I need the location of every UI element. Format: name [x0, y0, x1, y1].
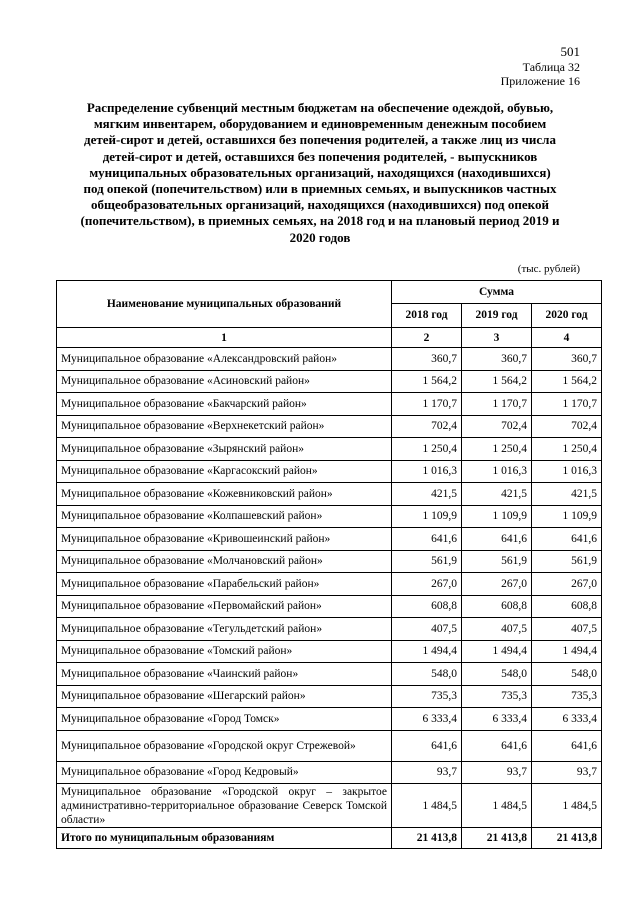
value-2020: 1 250,4 — [532, 438, 602, 461]
table-row — [57, 663, 602, 686]
value-2018: 548,0 — [392, 663, 462, 686]
value-2020: 1 564,2 — [532, 370, 602, 393]
value-2020: 641,6 — [532, 528, 602, 551]
municipality-name: Муниципальное образование «Город Кедровый» — [57, 761, 392, 784]
table-row — [57, 483, 602, 506]
value-2020: 93,7 — [532, 761, 602, 784]
value-2019: 1 484,5 — [462, 784, 532, 828]
value-2019: 608,8 — [462, 595, 532, 618]
header-year-2019: 2019 год — [462, 303, 532, 327]
table-row — [57, 550, 602, 573]
value-2018: 360,7 — [392, 348, 462, 371]
header-sum: Сумма — [392, 281, 602, 304]
municipality-name: Муниципальное образование «Кожевниковский район» — [57, 483, 392, 506]
value-2020: 702,4 — [532, 415, 602, 438]
table-row — [57, 393, 602, 416]
municipality-name: Муниципальное образование «Каргасокский район» — [57, 460, 392, 483]
value-2020: 1 170,7 — [532, 393, 602, 416]
value-2018: 421,5 — [392, 483, 462, 506]
table-row — [57, 595, 602, 618]
value-2019: 407,5 — [462, 618, 532, 641]
value-2018: 6 333,4 — [392, 708, 462, 731]
header-year-2018: 2018 год — [392, 303, 462, 327]
column-number: 1 — [57, 328, 392, 348]
total-2020: 21 413,8 — [532, 828, 602, 849]
value-2018: 735,3 — [392, 685, 462, 708]
value-2018: 267,0 — [392, 573, 462, 596]
column-number: 2 — [392, 328, 462, 348]
value-2018: 561,9 — [392, 550, 462, 573]
table-row — [57, 505, 602, 528]
value-2019: 360,7 — [462, 348, 532, 371]
document-title: Распределение субвенций местным бюджетам на обеспечение одеждой, обувью, мягким инвентарем, оборудованием и единовременным денежным пособием детей-сирот и детей, оставшихся без попечения родителей, а также лиц из числа детей-сирот и детей, оставшихся без попечения родителей, - выпускников муниципальных образовательных организаций, находящихся (находившихся) под опекой (попечительством) или в приемных семьях, и выпускников частных общеобразовательных организаций, находящихся (находившихся) под опекой (попечительством), в приемных семьях, на 2018 год и на плановый период 2019 и 2020 годов — [80, 100, 560, 245]
table-label: Таблица 32 — [522, 60, 580, 74]
value-2019: 267,0 — [462, 573, 532, 596]
value-2018: 1 564,2 — [392, 370, 462, 393]
table-row — [57, 685, 602, 708]
value-2019: 702,4 — [462, 415, 532, 438]
municipality-name: Муниципальное образование «Городской округ – закрытое административно-территориальное образование Северск Томской области» — [57, 784, 392, 828]
table-row — [57, 761, 602, 784]
value-2019: 641,6 — [462, 730, 532, 761]
table-row — [57, 618, 602, 641]
municipality-name: Муниципальное образование «Первомайский район» — [57, 595, 392, 618]
value-2019: 548,0 — [462, 663, 532, 686]
value-2020: 360,7 — [532, 348, 602, 371]
municipality-name: Муниципальное образование «Городской округ Стрежевой» — [57, 730, 392, 761]
total-label: Итого по муниципальным образованиям — [57, 828, 392, 849]
value-2020: 735,3 — [532, 685, 602, 708]
municipality-name: Муниципальное образование «Александровский район» — [57, 348, 392, 371]
municipality-name: Муниципальное образование «Томский район» — [57, 640, 392, 663]
value-2020: 641,6 — [532, 730, 602, 761]
value-2020: 421,5 — [532, 483, 602, 506]
value-2018: 1 250,4 — [392, 438, 462, 461]
value-2019: 1 016,3 — [462, 460, 532, 483]
municipality-name: Муниципальное образование «Тегульдетский район» — [57, 618, 392, 641]
value-2018: 1 484,5 — [392, 784, 462, 828]
municipality-name: Муниципальное образование «Город Томск» — [57, 708, 392, 731]
municipality-name: Муниципальное образование «Колпашевский район» — [57, 505, 392, 528]
value-2020: 561,9 — [532, 550, 602, 573]
table-row — [57, 573, 602, 596]
value-2020: 1 016,3 — [532, 460, 602, 483]
column-number: 3 — [462, 328, 532, 348]
total-row — [57, 828, 602, 849]
header-year-2020: 2020 год — [532, 303, 602, 327]
value-2020: 267,0 — [532, 573, 602, 596]
units-label: (тыс. рублей) — [517, 263, 580, 275]
municipality-name: Муниципальное образование «Шегарский район» — [57, 685, 392, 708]
table-row — [57, 708, 602, 731]
value-2019: 1 494,4 — [462, 640, 532, 663]
value-2020: 1 109,9 — [532, 505, 602, 528]
value-2018: 608,8 — [392, 595, 462, 618]
municipality-name: Муниципальное образование «Бакчарский район» — [57, 393, 392, 416]
value-2018: 1 170,7 — [392, 393, 462, 416]
appendix-label: Приложение 16 — [500, 74, 580, 88]
value-2020: 1 494,4 — [532, 640, 602, 663]
value-2018: 641,6 — [392, 528, 462, 551]
municipality-name: Муниципальное образование «Чаинский район» — [57, 663, 392, 686]
value-2019: 735,3 — [462, 685, 532, 708]
municipality-name: Муниципальное образование «Зырянский район» — [57, 438, 392, 461]
value-2019: 421,5 — [462, 483, 532, 506]
value-2019: 1 564,2 — [462, 370, 532, 393]
total-2018: 21 413,8 — [392, 828, 462, 849]
municipality-name: Муниципальное образование «Молчановский район» — [57, 550, 392, 573]
value-2018: 1 016,3 — [392, 460, 462, 483]
value-2020: 608,8 — [532, 595, 602, 618]
table-row — [57, 370, 602, 393]
value-2018: 641,6 — [392, 730, 462, 761]
municipality-name: Муниципальное образование «Верхнекетский район» — [57, 415, 392, 438]
header-municipality: Наименование муниципальных образований — [57, 281, 392, 328]
page-number: 501 — [560, 44, 580, 59]
value-2019: 561,9 — [462, 550, 532, 573]
value-2019: 1 109,9 — [462, 505, 532, 528]
table-row — [57, 784, 602, 828]
value-2018: 702,4 — [392, 415, 462, 438]
municipality-name: Муниципальное образование «Парабельский район» — [57, 573, 392, 596]
value-2019: 1 170,7 — [462, 393, 532, 416]
table-row — [57, 460, 602, 483]
value-2019: 1 250,4 — [462, 438, 532, 461]
municipality-name: Муниципальное образование «Асиновский район» — [57, 370, 392, 393]
table-row — [57, 640, 602, 663]
value-2019: 6 333,4 — [462, 708, 532, 731]
value-2018: 1 109,9 — [392, 505, 462, 528]
value-2018: 93,7 — [392, 761, 462, 784]
value-2020: 548,0 — [532, 663, 602, 686]
table-row — [57, 438, 602, 461]
value-2018: 1 494,4 — [392, 640, 462, 663]
value-2018: 407,5 — [392, 618, 462, 641]
total-2019: 21 413,8 — [462, 828, 532, 849]
value-2019: 641,6 — [462, 528, 532, 551]
value-2020: 1 484,5 — [532, 784, 602, 828]
value-2020: 407,5 — [532, 618, 602, 641]
table-row — [57, 730, 602, 761]
value-2020: 6 333,4 — [532, 708, 602, 731]
column-number: 4 — [532, 328, 602, 348]
table-row — [57, 348, 602, 371]
municipality-name: Муниципальное образование «Кривошеинский район» — [57, 528, 392, 551]
table-row — [57, 415, 602, 438]
subvention-table — [56, 280, 602, 849]
value-2019: 93,7 — [462, 761, 532, 784]
table-row — [57, 528, 602, 551]
